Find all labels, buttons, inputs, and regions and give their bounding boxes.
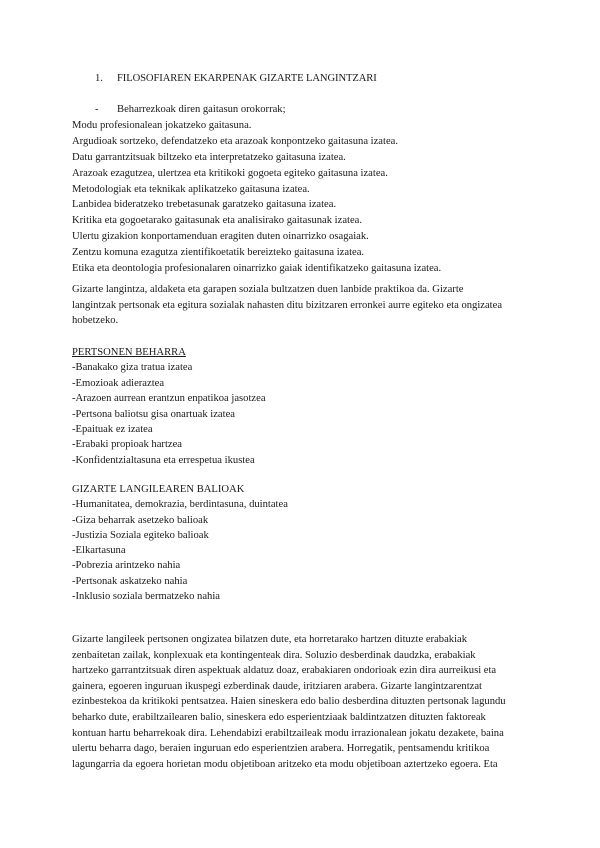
- paragraph-line: Gizarte langileek pertsonen ongizatea bilatzen dute, eta horretarako hartzen dituzte erabakiak: [72, 634, 468, 645]
- list-item: -Epaituak ez izatea: [72, 423, 153, 435]
- list-item: -Giza beharrak asetzeko balioak: [72, 514, 209, 526]
- paragraph-line: gainera, egoeren inguruan ikuspegi ezberdinak daude, iritziaren arabera. Gizarte langintzarentzat: [72, 680, 483, 692]
- competences-intro-text: Beharrezkoak diren gaitasun orokorrak;: [117, 104, 286, 115]
- heading-title: FILOSOFIAREN EKARPENAK GIZARTE LANGINTZARI: [117, 73, 377, 84]
- section-title: PERTSONEN BEHARRA: [72, 347, 186, 358]
- paragraph-line: zenbaitetan zailak, konplexuak eta kontingenteak dira. Soluzio desberdinak daudzka, erabakiak: [72, 649, 476, 661]
- paragraph-line: hartzeko garrantzitsuak diren aspektuak aldatuz doaz, erabakiaren ondorioak ezin dira aurreikusi eta: [72, 665, 497, 677]
- bullet-dash: -: [95, 104, 99, 115]
- competence-item: Datu garrantzitsuak biltzeko eta interpretatzeko gaitasuna izatea.: [72, 151, 346, 163]
- list-item: -Elkartasuna: [72, 545, 126, 557]
- list-item: -Emozioak adieraztea: [72, 377, 165, 389]
- balioak-section: [72, 482, 532, 604]
- body-paragraph: [72, 632, 532, 772]
- competence-item: Kritika eta gogoetarako gaitasunak eta analisirako gaitasunak izatea.: [72, 215, 363, 227]
- list-item: -Banakako giza tratua izatea: [72, 362, 193, 374]
- competence-item: Lanbidea bideratzeko trebetasunak garatzeko gaitasuna izatea.: [72, 199, 337, 211]
- pertsonen-beharra-section: [72, 345, 532, 468]
- list-item: -Pobrezia arintzeko nahia: [72, 560, 181, 572]
- competence-item: Argudioak sortzeko, defendatzeko eta arazoak konpontzeko gaitasuna izatea.: [72, 135, 399, 147]
- list-item: -Arazoen aurrean erantzun enpatikoa jasotzea: [72, 393, 266, 405]
- competence-item: Modu profesionalean jokatzeko gaitasuna.: [72, 120, 252, 131]
- list-item: -Konfidentzialtasuna eta errespetua ikustea: [72, 454, 255, 466]
- paragraph-line: beharko dute, erabiltzailearen balio, sineskera edo esperientziaak baldintzatzen dituzten faktoreak: [72, 711, 486, 723]
- competence-item: Metodologiak eta teknikak aplikatzeko gaitasuna izatea.: [72, 183, 310, 195]
- paragraph-line: kontuan hartu beharrekoak dira. Lehendabizi erabiltzaileak modu irrazionalean jokatu dezakete, baina: [72, 727, 504, 739]
- competence-item: Ulertu gizakion konportamenduan eragiten duten oinarrizko osagaiak.: [72, 231, 369, 243]
- paragraph-line: ulertu beharra dago, beraien inguruan edo esperientzien arabera. Horregatik, pentsamendu kritikoa: [72, 743, 490, 755]
- paragraph-line: ezinbestekoa da kritikoki pentsatzea. Haien sineskera edo balio desberdina dituzten pertsonak lagundu: [72, 696, 506, 708]
- paragraph-line: hobetzeko.: [72, 315, 119, 327]
- competences-intro: [95, 102, 286, 118]
- competence-item: Zentzu komuna ezagutza zientifikoetatik bereizteko gaitasuna izatea.: [72, 247, 365, 259]
- competences-list: [72, 118, 532, 277]
- paragraph-line: lagungarria da egoera horietan modu objetiboan aritzeko eta modu objetiboan aztertzeko egoera. Eta: [72, 758, 498, 770]
- list-item: -Justizia Soziala egiteko balioak: [72, 529, 209, 541]
- competence-item: Etika eta deontologia profesionalaren oinarrizko gaiak identifikatzeko gaitasuna izatea.: [72, 263, 442, 275]
- competence-item: Arazoak ezagutzea, ulertzea eta kritikoki gogoeta egiteko gaitasuna izatea.: [72, 167, 388, 179]
- list-item: -Humanitatea, demokrazia, berdintasuna, duintatea: [72, 499, 288, 511]
- paragraph-line: langintzak pertsonak eta egitura sozialak nahasten ditu bizitzaren erronkei aurre egiteko eta ongizatea: [72, 299, 503, 311]
- section-title: GIZARTE LANGILEAREN BALIOAK: [72, 484, 245, 495]
- heading-number: 1.: [95, 73, 103, 84]
- list-item: -Pertsonak askatzeko nahia: [72, 575, 188, 587]
- list-item: -Pertsona baliotsu gisa onartuak izatea: [72, 408, 235, 420]
- list-item: -Erabaki propioak hartzea: [72, 439, 182, 451]
- section-heading: [95, 71, 377, 87]
- paragraph-line: Gizarte langintza, aldaketa eta garapen soziala bultzatzen duen lanbide praktikoa da. Gizarte: [72, 284, 464, 295]
- list-item: -Inklusio soziala bermatzeko nahia: [72, 591, 220, 603]
- intro-paragraph: [72, 282, 524, 329]
